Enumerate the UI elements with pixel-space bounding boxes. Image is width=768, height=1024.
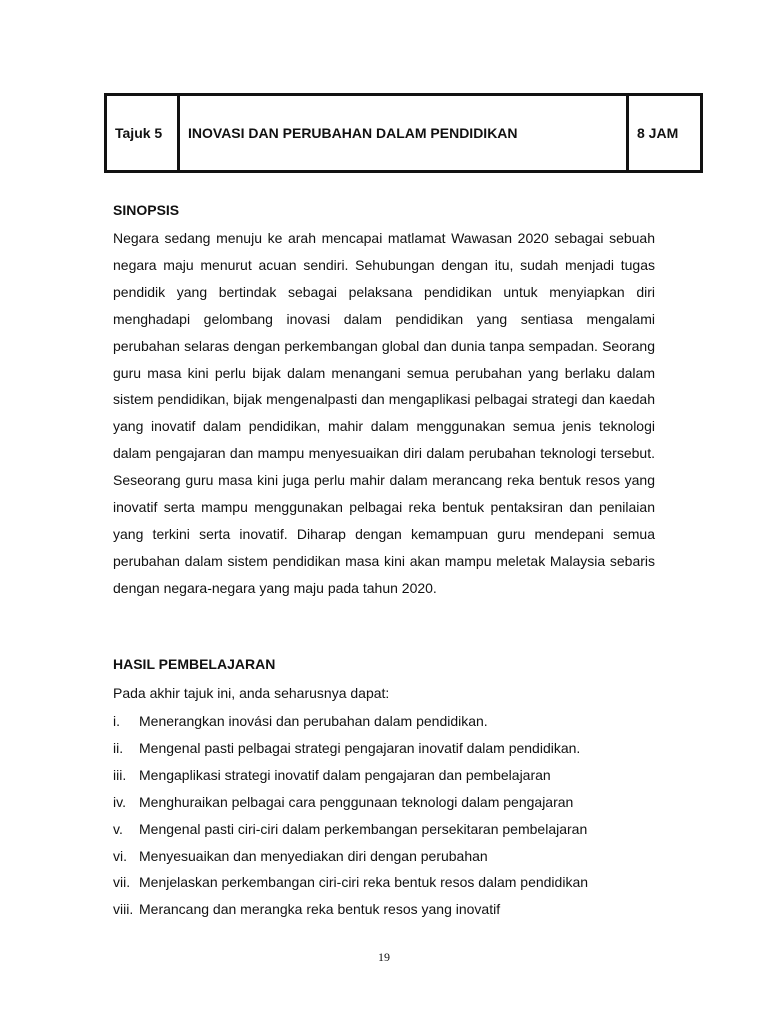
list-item	[113, 842, 588, 869]
item-number: viii.	[113, 901, 134, 918]
item-number: i.	[113, 713, 120, 730]
hasil-intro: Pada akhir tajuk ini, anda seharusnya dapat:	[113, 685, 390, 701]
item-number: iii.	[113, 767, 127, 784]
item-text: Mengenal pasti pelbagai strategi pengajaran inovatif dalam pendidikan.	[139, 740, 581, 757]
list-item	[113, 815, 588, 842]
item-text: Menghuraikan pelbagai cara penggunaan teknologi dalam pengajaran	[139, 793, 574, 810]
topic-title-cell: INOVASI DAN PERUBAHAN DALAM PENDIDIKAN	[180, 96, 629, 170]
list-item	[113, 896, 588, 923]
list-item	[113, 789, 588, 816]
sinopsis-heading: SINOPSIS	[113, 202, 180, 218]
item-number: v.	[113, 820, 123, 837]
item-text: Merancang dan merangka reka bentuk resos yang inovatif	[139, 901, 501, 918]
topic-number-cell: Tajuk 5	[107, 96, 180, 170]
hasil-pembelajaran-heading: HASIL PEMBELAJARAN	[113, 656, 276, 672]
list-item	[113, 735, 588, 762]
topic-duration-cell: 8 JAM	[637, 125, 679, 141]
item-number: ii.	[113, 740, 124, 757]
topic-header-table	[104, 93, 703, 173]
list-item	[113, 869, 588, 896]
page-number: 19	[378, 950, 390, 964]
item-text: Menjelaskan perkembangan ciri-ciri reka bentuk resos dalam pendidikan	[139, 874, 589, 891]
learning-outcomes-list	[113, 708, 588, 923]
item-text: Mengenal pasti ciri-ciri dalam perkembangan persekitaran pembelajaran	[139, 820, 588, 837]
item-text: Menyesuaikan dan menyediakan diri dengan perubahan	[139, 847, 488, 864]
item-text: Mengaplikasi strategi inovatif dalam pengajaran dan pembelajaran	[139, 767, 551, 784]
list-item	[113, 708, 588, 735]
list-item	[113, 762, 588, 789]
item-number: vi.	[113, 847, 127, 864]
item-number: vii.	[113, 874, 131, 891]
item-text: Menerangkan inovási dan perubahan dalam pendidikan.	[139, 713, 488, 730]
sinopsis-body: Negara sedang menuju ke arah mencapai matlamat Wawasan 2020 sebagai sebuah negara maju menurut acuan sendiri. Sehubungan dengan itu, sudah menjadi tugas pendidik yang bertindak sebagai pelaksana pendidikan untuk menyiapkan diri menghadapi gelombang inovasi dalam pendidikan yang sentiasa mengalami perubahan selaras dengan perkembangan global dan dunia tanpa sempadan. Seorang guru masa kini perlu bijak dalam menangani semua perubahan yang berlaku dalam sistem pendidikan, bijak mengenalpasti dan mengaplikasi pelbagai strategi dan kaedah yang inovatif dalam pendidikan, mahir dalam menggunakan semua jenis teknologi dalam pengajaran dan mampu menyesuaikan diri dalam perubahan teknologi tersebut. Seseorang guru masa kini juga perlu mahir dalam merancang reka bentuk resos yang inovatif serta mampu menggunakan pelbagai reka bentuk pentaksiran dan penilaian yang terkini serta inovatif. Diharap dengan kemampuan guru mendepani semua perubahan dalam sistem pendidikan masa kini akan mampu meletak Malaysia sebaris dengan negara-negara yang maju pada tahun 2020.	[113, 230, 655, 596]
item-number: iv.	[113, 793, 126, 810]
